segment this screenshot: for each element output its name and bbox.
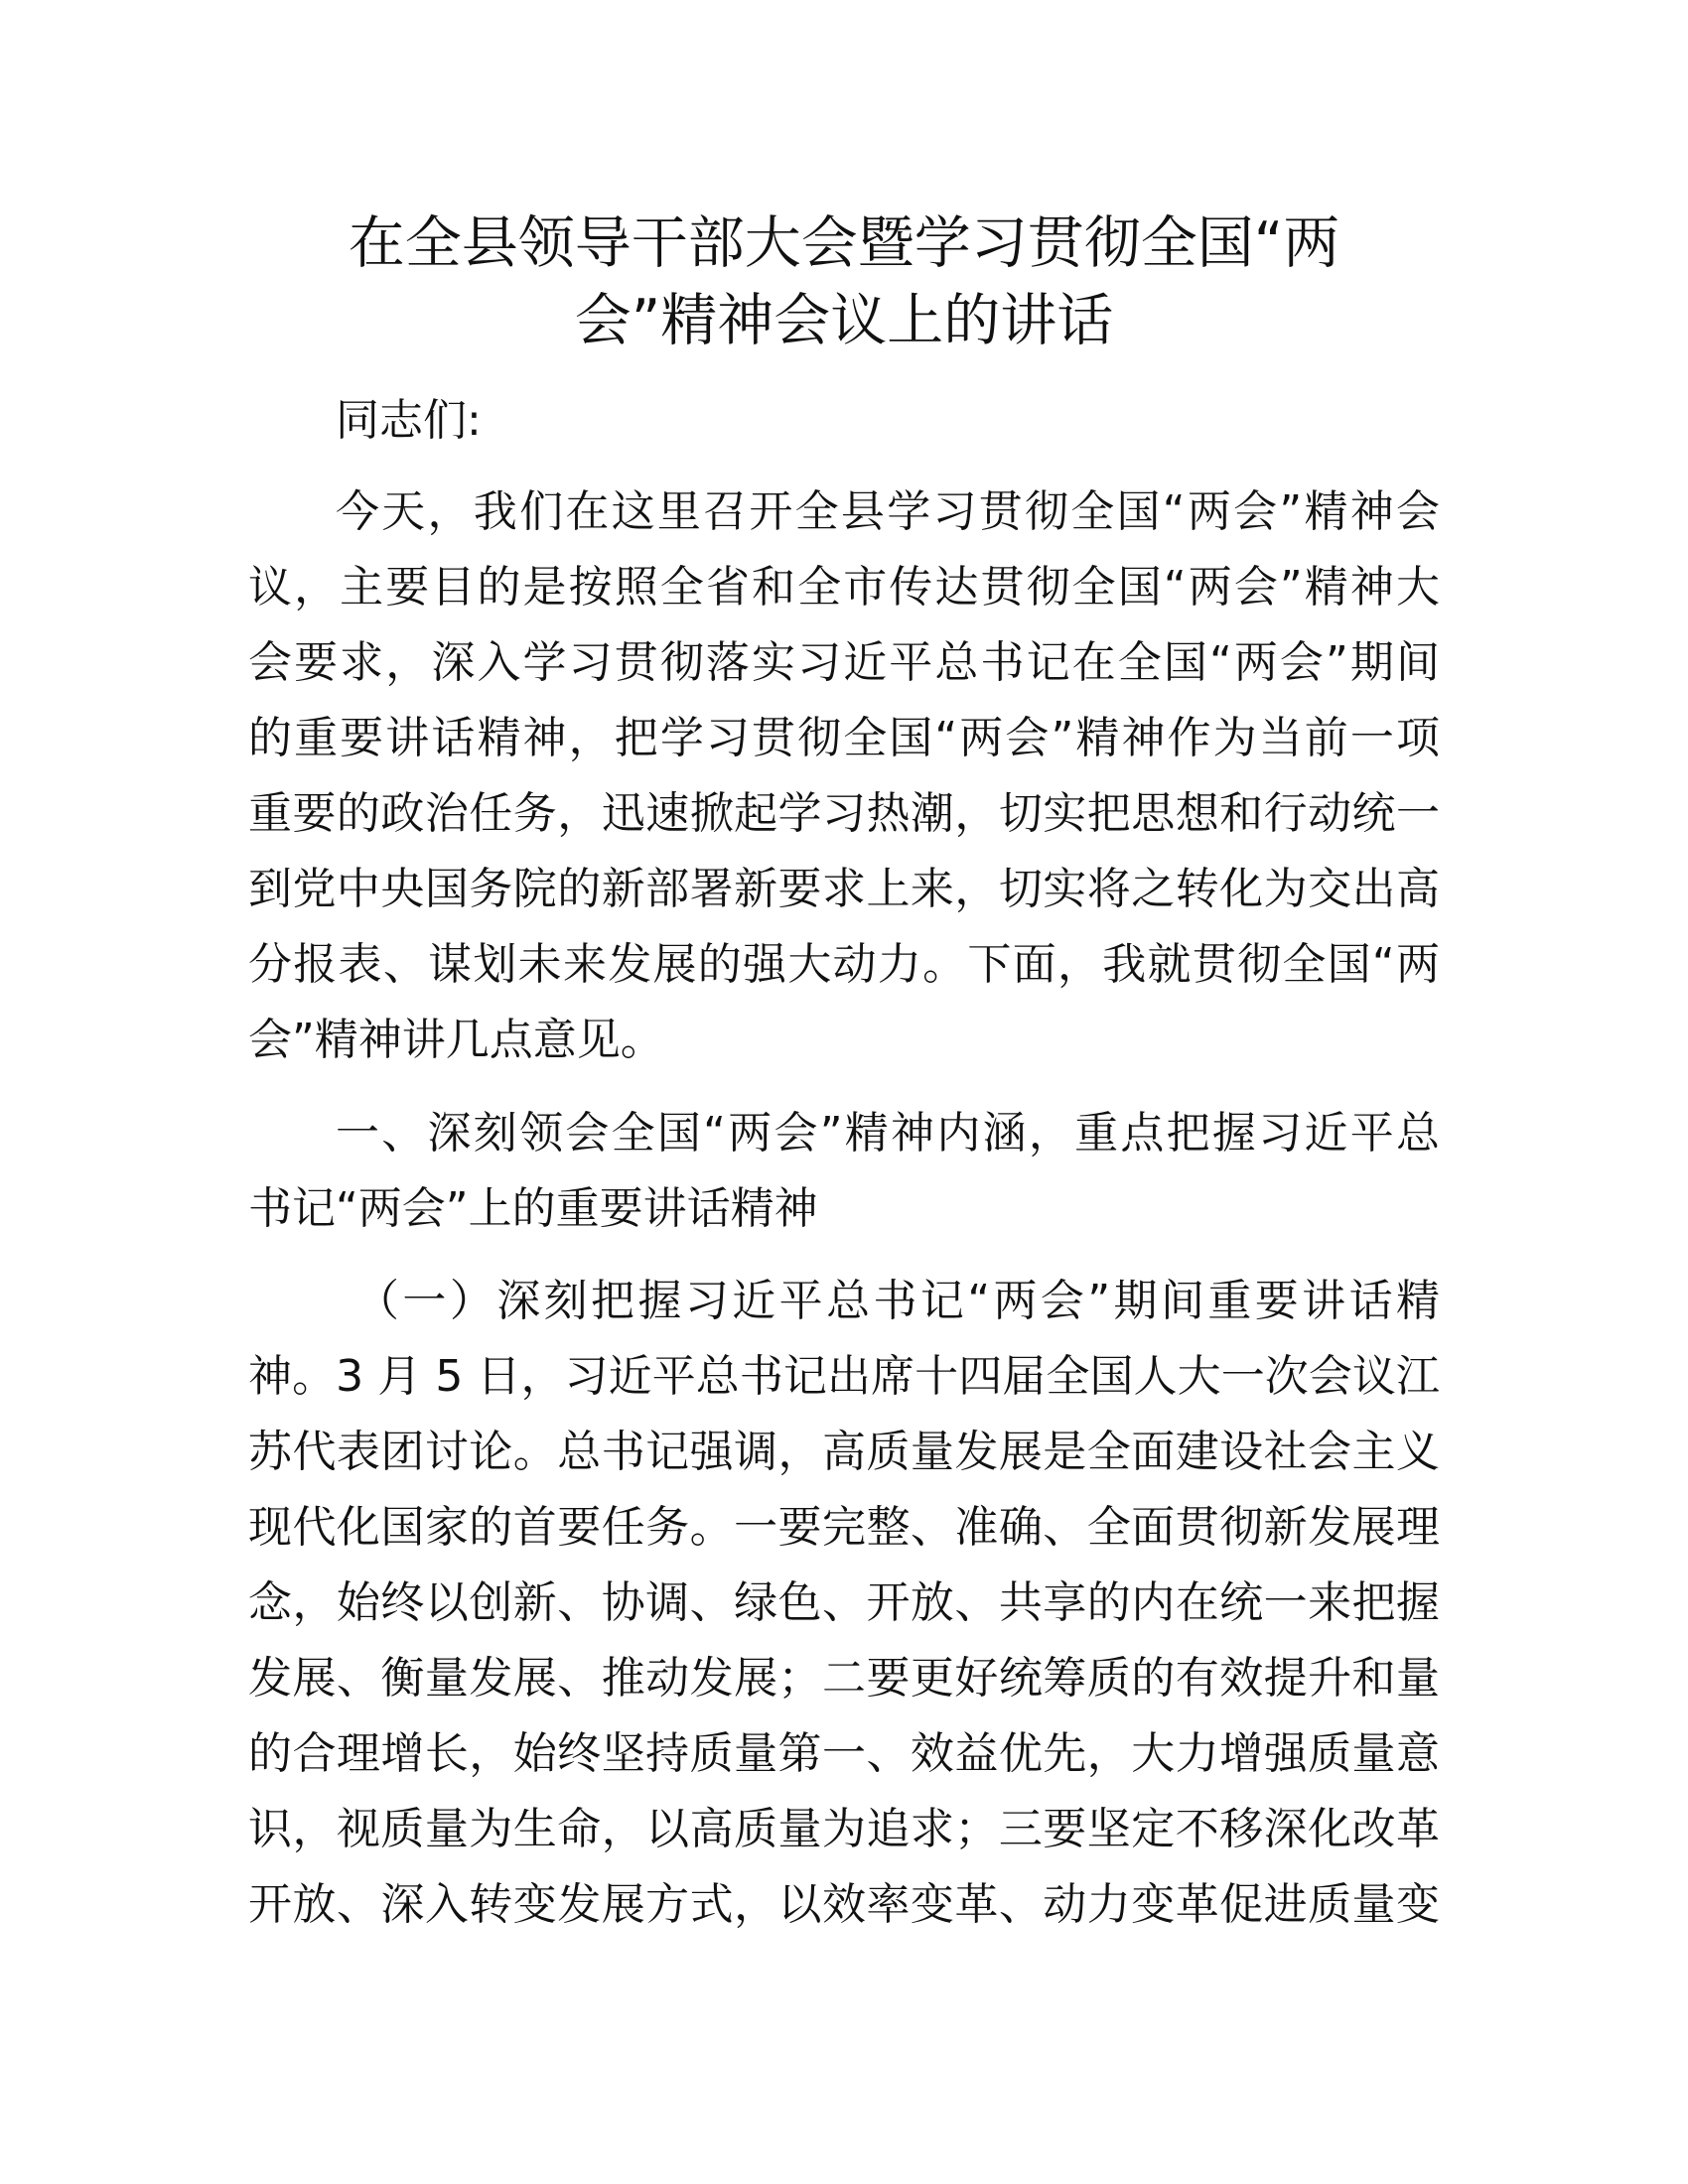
intro-line-4: 的重要讲话精神，把学习贯彻全国“两会”精神作为当前一项	[248, 713, 1440, 763]
section-1-heading-line-2: 书记“两会”上的重要讲话精神	[248, 1183, 818, 1234]
intro-line-2: 议，主要目的是按照全省和全市传达贯彻全国“两会”精神大	[248, 562, 1440, 613]
subsection-1-line-4: 现代化国家的首要任务。一要完整、准确、全面贯彻新发展理	[248, 1502, 1440, 1553]
intro-line-6: 到党中央国务院的新部署新要求上来，切实将之转化为交出高	[248, 864, 1440, 914]
subsection-1-line-7: 的合理增长，始终坚持质量第一、效益优先，大力增强质量意	[248, 1728, 1440, 1779]
subsection-1-line-8: 识，视质量为生命，以高质量为追求；三要坚定不移深化改革	[248, 1804, 1440, 1854]
section-1-heading-line-1: 一、深刻领会全国“两会”精神内涵，重点把握习近平总	[336, 1108, 1440, 1159]
intro-line-8: 会”精神讲几点意见。	[248, 1015, 664, 1065]
salutation: 同志们:	[336, 395, 482, 446]
intro-line-7: 分报表、谋划未来发展的强大动力。下面，我就贯彻全国“两	[248, 939, 1440, 990]
subsection-1-line-3: 苏代表团讨论。总书记强调，高质量发展是全面建设社会主义	[248, 1427, 1440, 1477]
intro-line-1: 今天，我们在这里召开全县学习贯彻全国“两会”精神会	[336, 486, 1440, 537]
document-title-line-2: 会”精神会议上的讲话	[574, 288, 1114, 353]
subsection-1-line-6: 发展、衡量发展、推动发展；二要更好统筹质的有效提升和量	[248, 1653, 1440, 1704]
intro-line-3: 会要求，深入学习贯彻落实习近平总书记在全国“两会”期间	[248, 637, 1440, 688]
intro-line-5: 重要的政治任务，迅速掀起学习热潮，切实把思想和行动统一	[248, 788, 1440, 839]
subsection-1-line-5: 念，始终以创新、协调、绿色、开放、共享的内在统一来把握	[248, 1577, 1440, 1628]
subsection-1-line-2: 神。3 月 5 日，习近平总书记出席十四届全国人大一次会议江	[248, 1351, 1440, 1402]
subsection-1-line-9: 开放、深入转变发展方式，以效率变革、动力变革促进质量变	[248, 1879, 1440, 1930]
document-title-line-1: 在全县领导干部大会暨学习贯彻全国“两	[348, 210, 1340, 276]
subsection-1-line-1: （一）深刻把握习近平总书记“两会”期间重要讲话精	[355, 1276, 1440, 1326]
